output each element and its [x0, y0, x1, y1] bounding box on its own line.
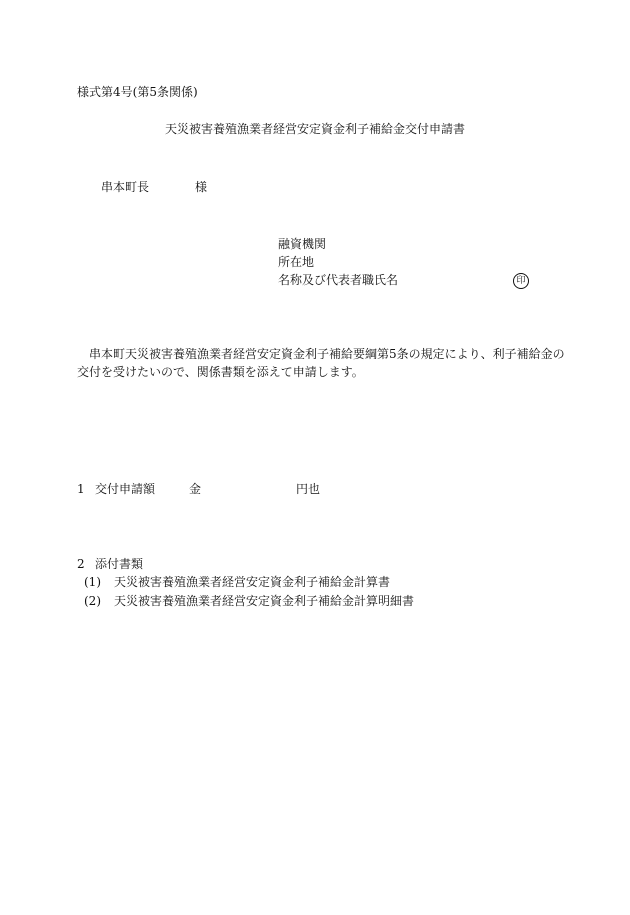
item-2-number: 2: [77, 557, 85, 571]
representative-name-label: 名称及び代表者職氏名: [278, 273, 399, 287]
body-line-2: 交付を受けたいので、関係書類を添えて申請します。: [77, 365, 364, 379]
form-number: 様式第4号(第5条関係): [77, 85, 198, 99]
attachment-text: 天災被害養殖漁業者経営安定資金利子補給金計算明細書: [114, 594, 415, 608]
item-1-number: 1: [77, 482, 85, 496]
addressee-honorific: 様: [195, 180, 208, 194]
amount-prefix: 金: [189, 482, 202, 496]
amount-suffix: 円也: [296, 482, 321, 496]
seal-mark: 印: [513, 273, 529, 289]
attachment-text: 天災被害養殖漁業者経営安定資金利子補給金計算書: [114, 575, 391, 589]
attachment-number: (1): [84, 575, 101, 589]
item-1-label: 交付申請額: [95, 482, 156, 496]
body-line-1: 串本町天災被害養殖漁業者経営安定資金利子補給要綱第5条の規定により、利子補給金の: [89, 347, 565, 361]
document-title: 天災被害養殖漁業者経営安定資金利子補給金交付申請書: [165, 122, 466, 136]
item-2-label: 添付書類: [95, 557, 144, 571]
addressee-name: 串本町長: [101, 180, 150, 194]
institution-label: 融資機関: [278, 237, 327, 251]
address-label: 所在地: [278, 255, 315, 269]
attachment-number: (2): [84, 594, 101, 608]
